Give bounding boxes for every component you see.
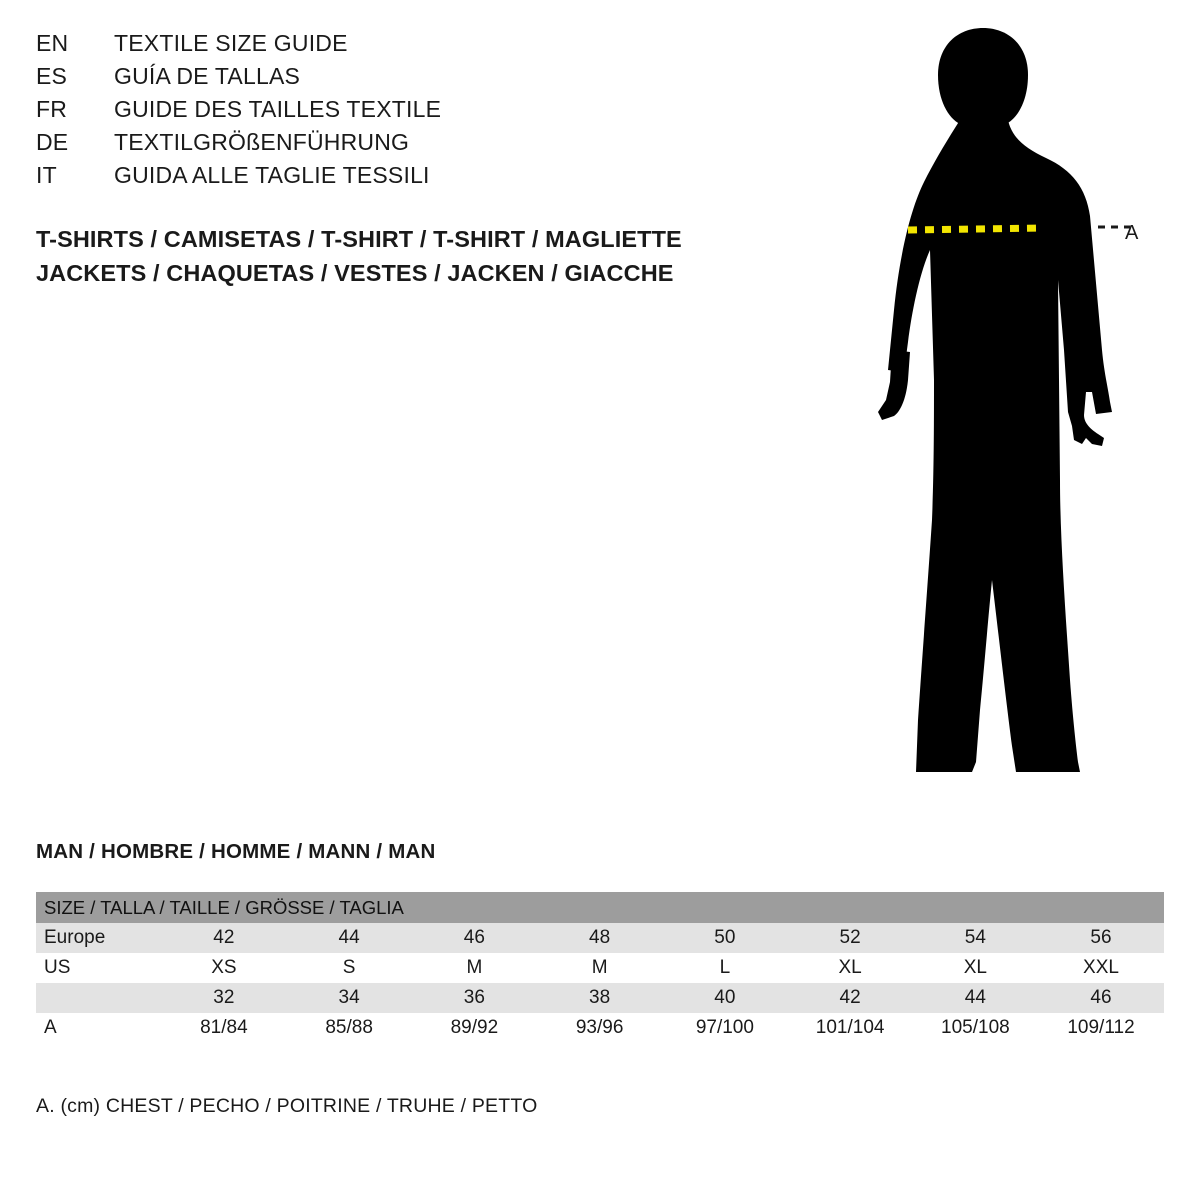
language-text: GUIDE DES TAILLES TEXTILE — [114, 96, 442, 122]
table-header-row — [36, 892, 1164, 923]
table-row — [36, 1013, 1164, 1043]
language-text: TEXTILE SIZE GUIDE — [114, 30, 348, 56]
language-code: ES — [36, 63, 68, 89]
language-code: FR — [36, 96, 68, 122]
cell-a-7: 109/112 — [1038, 1013, 1164, 1043]
row-label-europe: Europe — [36, 923, 161, 953]
chest-measure-label: A — [1125, 222, 1139, 244]
language-row — [36, 129, 756, 162]
language-row — [36, 162, 756, 195]
language-row — [36, 96, 756, 129]
cell-europe-6: 54 — [913, 923, 1038, 953]
cell-numeric-5: 42 — [788, 983, 913, 1013]
size-table — [36, 892, 1164, 1043]
language-row — [36, 63, 756, 96]
cell-us-7: XXL — [1038, 953, 1164, 983]
category-line-jackets: JACKETS / CHAQUETAS / VESTES / JACKEN / GIACCHE — [36, 260, 674, 286]
cell-us-5: XL — [788, 953, 913, 983]
category-line-tshirts: T-SHIRTS / CAMISETAS / T-SHIRT / T-SHIRT / MAGLIETTE — [36, 226, 682, 252]
cell-europe-3: 48 — [537, 923, 662, 953]
man-group-title: MAN / HOMBRE / HOMME / MANN / MAN — [36, 840, 436, 863]
cell-a-2: 89/92 — [412, 1013, 537, 1043]
table-header-label: SIZE / TALLA / TAILLE / GRÖSSE / TAGLIA — [36, 892, 1164, 923]
cell-europe-1: 44 — [287, 923, 412, 953]
language-code: DE — [36, 129, 69, 155]
cell-numeric-1: 34 — [287, 983, 412, 1013]
language-row — [36, 30, 756, 63]
language-code: EN — [36, 30, 69, 56]
cell-numeric-6: 44 — [913, 983, 1038, 1013]
cell-europe-0: 42 — [161, 923, 286, 953]
man-silhouette-figure — [820, 20, 1180, 790]
cell-a-0: 81/84 — [161, 1013, 286, 1043]
language-text: TEXTILGRÖßENFÜHRUNG — [114, 129, 410, 155]
cell-europe-2: 46 — [412, 923, 537, 953]
cell-us-3: M — [537, 953, 662, 983]
category-block — [36, 222, 796, 290]
cell-numeric-4: 40 — [662, 983, 787, 1013]
table-row — [36, 953, 1164, 983]
cell-a-5: 101/104 — [788, 1013, 913, 1043]
language-text: GUÍA DE TALLAS — [114, 63, 301, 89]
cell-a-6: 105/108 — [913, 1013, 1038, 1043]
language-text: GUIDA ALLE TAGLIE TESSILI — [114, 162, 430, 188]
row-label-us: US — [36, 953, 161, 983]
cell-numeric-3: 38 — [537, 983, 662, 1013]
cell-numeric-7: 46 — [1038, 983, 1164, 1013]
silhouette-icon — [878, 28, 1112, 772]
language-title-block — [36, 30, 756, 195]
cell-numeric-2: 36 — [412, 983, 537, 1013]
table-row — [36, 923, 1164, 953]
cell-numeric-0: 32 — [161, 983, 286, 1013]
table-row — [36, 983, 1164, 1013]
cell-us-0: XS — [161, 953, 286, 983]
language-code: IT — [36, 162, 57, 188]
cell-a-3: 93/96 — [537, 1013, 662, 1043]
cell-us-6: XL — [913, 953, 1038, 983]
cell-a-1: 85/88 — [287, 1013, 412, 1043]
cell-us-2: M — [412, 953, 537, 983]
cell-europe-7: 56 — [1038, 923, 1164, 953]
table-footnote: A. (cm) CHEST / PECHO / POITRINE / TRUHE / PETTO — [36, 1095, 538, 1117]
cell-us-4: L — [662, 953, 787, 983]
cell-europe-5: 52 — [788, 923, 913, 953]
row-label-a: A — [36, 1013, 161, 1043]
row-label-numeric — [36, 983, 161, 1013]
cell-europe-4: 50 — [662, 923, 787, 953]
cell-us-1: S — [287, 953, 412, 983]
cell-a-4: 97/100 — [662, 1013, 787, 1043]
